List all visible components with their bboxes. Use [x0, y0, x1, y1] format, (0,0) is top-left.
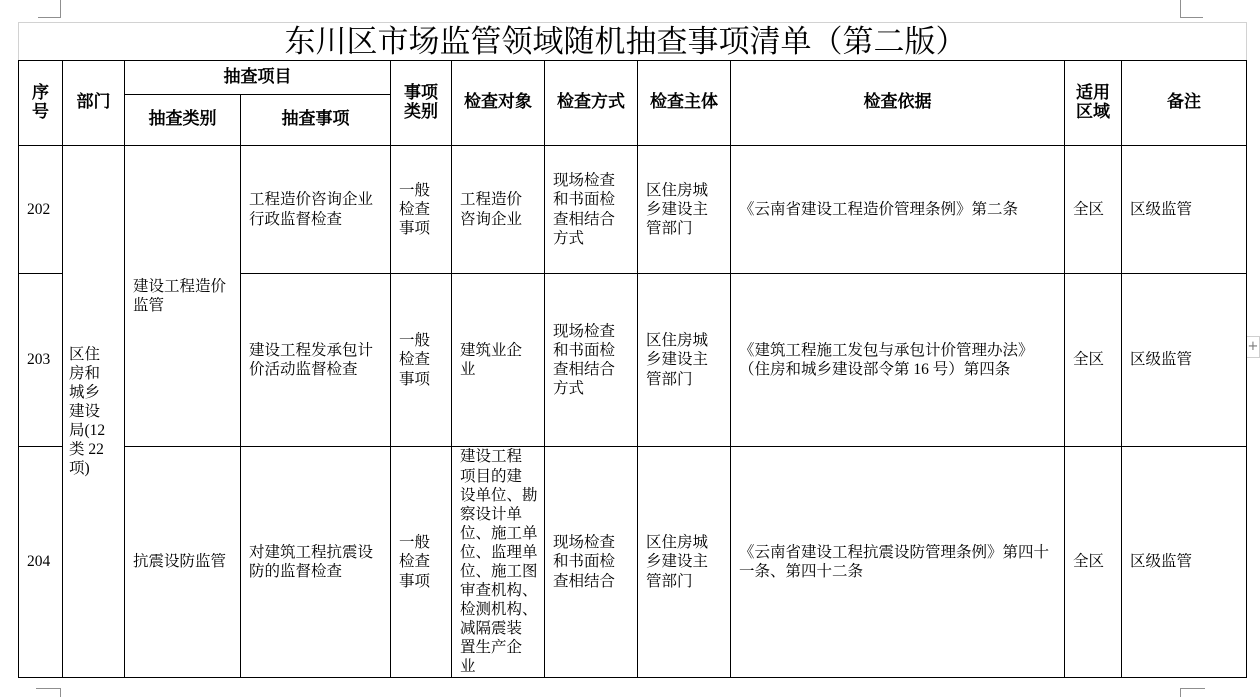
seq-text: 202 — [27, 200, 51, 218]
basis-cell[interactable] — [730, 273, 1065, 447]
matter-cell[interactable] — [240, 273, 391, 447]
matter-type-text: 一般 检查 事项 — [399, 332, 431, 388]
matter-type-cell[interactable] — [390, 273, 452, 447]
header-basis[interactable] — [730, 60, 1065, 146]
subject-text: 区住房城 乡建设主 管部门 — [646, 181, 709, 238]
seq-cell[interactable] — [18, 145, 63, 274]
basis-text: 《云南省建设工程抗震设防管理条例》第四十 一条、第四十二条 — [739, 543, 1050, 580]
crop-mark-top-left-vertical — [60, 0, 61, 18]
target-cell[interactable] — [451, 446, 545, 678]
header-target-label: 检查对象 — [464, 92, 532, 113]
remarks-text: 区级监管 — [1130, 553, 1193, 571]
header-category[interactable] — [124, 94, 241, 146]
header-subject[interactable] — [637, 60, 731, 146]
header-category-label: 抽查类别 — [148, 109, 217, 130]
header-department[interactable] — [62, 60, 125, 146]
category-cell[interactable] — [124, 446, 241, 678]
target-text: 工程造价 咨询企业 — [460, 191, 523, 228]
header-seq-label: 序号 — [32, 82, 49, 122]
basis-text: 《建筑工程施工发包与承包计价管理办法》 （住房和城乡建设部令第 16 号）第四条 — [739, 341, 1034, 378]
category-cell[interactable] — [124, 145, 241, 447]
seq-cell[interactable] — [18, 273, 63, 447]
crop-mark-top-right-vertical — [1180, 0, 1181, 18]
basis-text: 《云南省建设工程造价管理条例》第二条 — [739, 200, 1019, 218]
matter-cell[interactable] — [240, 145, 391, 274]
header-area-label: 适用区域 — [1075, 82, 1110, 122]
add-column-handle[interactable] — [1247, 336, 1260, 358]
target-cell[interactable] — [451, 145, 545, 274]
header-seq[interactable] — [18, 60, 63, 146]
header-matter-type[interactable] — [390, 60, 452, 146]
header-inspection-items[interactable] — [124, 60, 391, 95]
document-title: 东川区市场监管领域随机抽查事项清单（第二版） — [284, 23, 967, 60]
matter-text: 工程造价咨询企业 行政监督检查 — [249, 191, 374, 228]
method-cell[interactable] — [544, 446, 638, 678]
crop-mark-top-right-horizontal — [1180, 17, 1203, 18]
seq-text: 204 — [27, 553, 51, 571]
matter-type-cell[interactable] — [390, 145, 452, 274]
area-text: 全区 — [1073, 351, 1105, 369]
basis-cell[interactable] — [730, 446, 1065, 678]
target-text: 建设工程 项目的建 设单位、勘 察设计单 位、施工单 位、监理单 位、施工图 审查机构、 检测机构、 减隔震装 置生产企 业 — [460, 448, 538, 676]
remarks-cell[interactable] — [1121, 273, 1247, 447]
method-text: 现场检查 和书面检 查相结合 方式 — [553, 322, 616, 398]
area-text: 全区 — [1073, 200, 1105, 218]
header-area[interactable] — [1064, 60, 1122, 146]
subject-cell[interactable] — [637, 145, 731, 274]
target-cell[interactable] — [451, 273, 545, 447]
subject-text: 区住房城 乡建设主 管部门 — [646, 332, 709, 388]
crop-mark-bottom-left-horizontal — [36, 688, 61, 689]
crop-mark-top-left-horizontal — [38, 17, 61, 18]
target-text: 建筑业企 业 — [460, 341, 523, 378]
header-matter-type-label: 事项类别 — [403, 82, 438, 122]
header-method-label: 检查方式 — [557, 92, 625, 113]
method-cell[interactable] — [544, 273, 638, 447]
header-subject-label: 检查主体 — [650, 92, 718, 113]
seq-text: 203 — [27, 351, 51, 369]
header-target[interactable] — [451, 60, 545, 146]
category-text: 建设工程造价 监管 — [133, 277, 227, 314]
matter-type-cell[interactable] — [390, 446, 452, 678]
method-text: 现场检查 和书面检 查相结合 — [553, 534, 616, 590]
remarks-cell[interactable] — [1121, 446, 1247, 678]
department-text: 区住 房和 城乡 建设 局(12 类 22 项) — [69, 345, 106, 478]
header-remarks-label: 备注 — [1167, 92, 1201, 113]
area-cell[interactable] — [1064, 273, 1122, 447]
header-department-label: 部门 — [76, 92, 111, 113]
seq-cell[interactable] — [18, 446, 63, 678]
subject-cell[interactable] — [637, 446, 731, 678]
title-cell[interactable] — [18, 22, 1247, 61]
remarks-cell[interactable] — [1121, 145, 1247, 274]
crop-mark-bottom-right-vertical — [1180, 688, 1181, 697]
matter-type-text: 一般 检查 事项 — [399, 181, 431, 238]
method-text: 现场检查 和书面检 查相结合 方式 — [553, 172, 616, 247]
header-method[interactable] — [544, 60, 638, 146]
remarks-text: 区级监管 — [1130, 200, 1193, 218]
basis-cell[interactable] — [730, 145, 1065, 274]
crop-mark-bottom-left-vertical — [60, 688, 61, 697]
header-matter[interactable] — [240, 94, 391, 146]
matter-type-text: 一般 检查 事项 — [399, 534, 431, 590]
plus-icon: + — [1247, 339, 1259, 354]
subject-cell[interactable] — [637, 273, 731, 447]
category-text: 抗震设防监管 — [133, 553, 227, 571]
matter-text: 建设工程发承包计 价活动监督检查 — [249, 341, 374, 378]
header-matter-label: 抽查事项 — [281, 109, 350, 130]
subject-text: 区住房城 乡建设主 管部门 — [646, 534, 709, 590]
crop-mark-bottom-right-horizontal — [1180, 688, 1205, 689]
header-inspection-items-label: 抽查项目 — [223, 66, 292, 87]
area-cell[interactable] — [1064, 145, 1122, 274]
area-text: 全区 — [1073, 553, 1105, 571]
method-cell[interactable] — [544, 145, 638, 274]
matter-cell[interactable] — [240, 446, 391, 678]
remarks-text: 区级监管 — [1130, 351, 1193, 369]
header-basis-label: 检查依据 — [863, 92, 932, 113]
area-cell[interactable] — [1064, 446, 1122, 678]
header-remarks[interactable] — [1121, 60, 1247, 146]
department-cell[interactable] — [62, 145, 125, 678]
matter-text: 对建筑工程抗震设 防的监督检查 — [249, 543, 374, 580]
